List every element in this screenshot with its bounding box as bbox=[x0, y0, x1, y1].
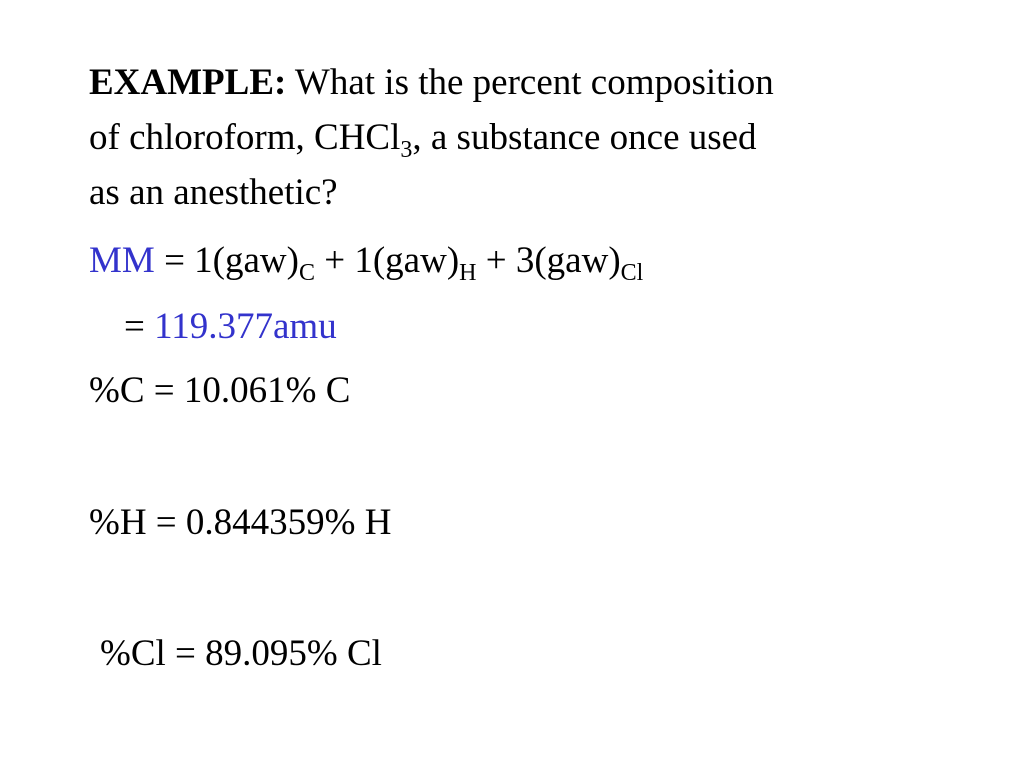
percent-chlorine: %Cl = 89.095% Cl bbox=[100, 633, 382, 674]
question-text-3: as an anesthetic? bbox=[89, 172, 338, 213]
percent-hydrogen: %H = 0.844359% H bbox=[89, 502, 392, 543]
question-text-1: What is the percent composition bbox=[286, 62, 774, 103]
subscript-cl: Cl bbox=[620, 260, 644, 286]
equation-term-cl: + 3(gaw) bbox=[476, 240, 621, 281]
molar-mass-result bbox=[124, 308, 337, 345]
subscript-h: H bbox=[459, 260, 477, 286]
question-text-2-end: , a substance once used bbox=[412, 117, 757, 158]
example-label: EXAMPLE: bbox=[89, 62, 287, 103]
question-line-1 bbox=[89, 64, 774, 101]
formula-subscript: 3 bbox=[400, 137, 413, 163]
question-text-2: of chloroform, CHCl bbox=[89, 117, 401, 158]
equation-term-c: = 1(gaw) bbox=[154, 240, 299, 281]
result-prefix: = bbox=[124, 306, 155, 347]
percent-carbon: %C = 10.061% C bbox=[89, 370, 351, 411]
question-line-3 bbox=[89, 174, 338, 211]
subscript-c: C bbox=[298, 260, 315, 286]
molar-mass-equation bbox=[89, 240, 644, 286]
molar-mass-value: 119.377amu bbox=[154, 306, 337, 347]
molar-mass-label: MM bbox=[89, 240, 155, 281]
question-line-2 bbox=[89, 117, 757, 163]
equation-term-h: + 1(gaw) bbox=[314, 240, 460, 281]
